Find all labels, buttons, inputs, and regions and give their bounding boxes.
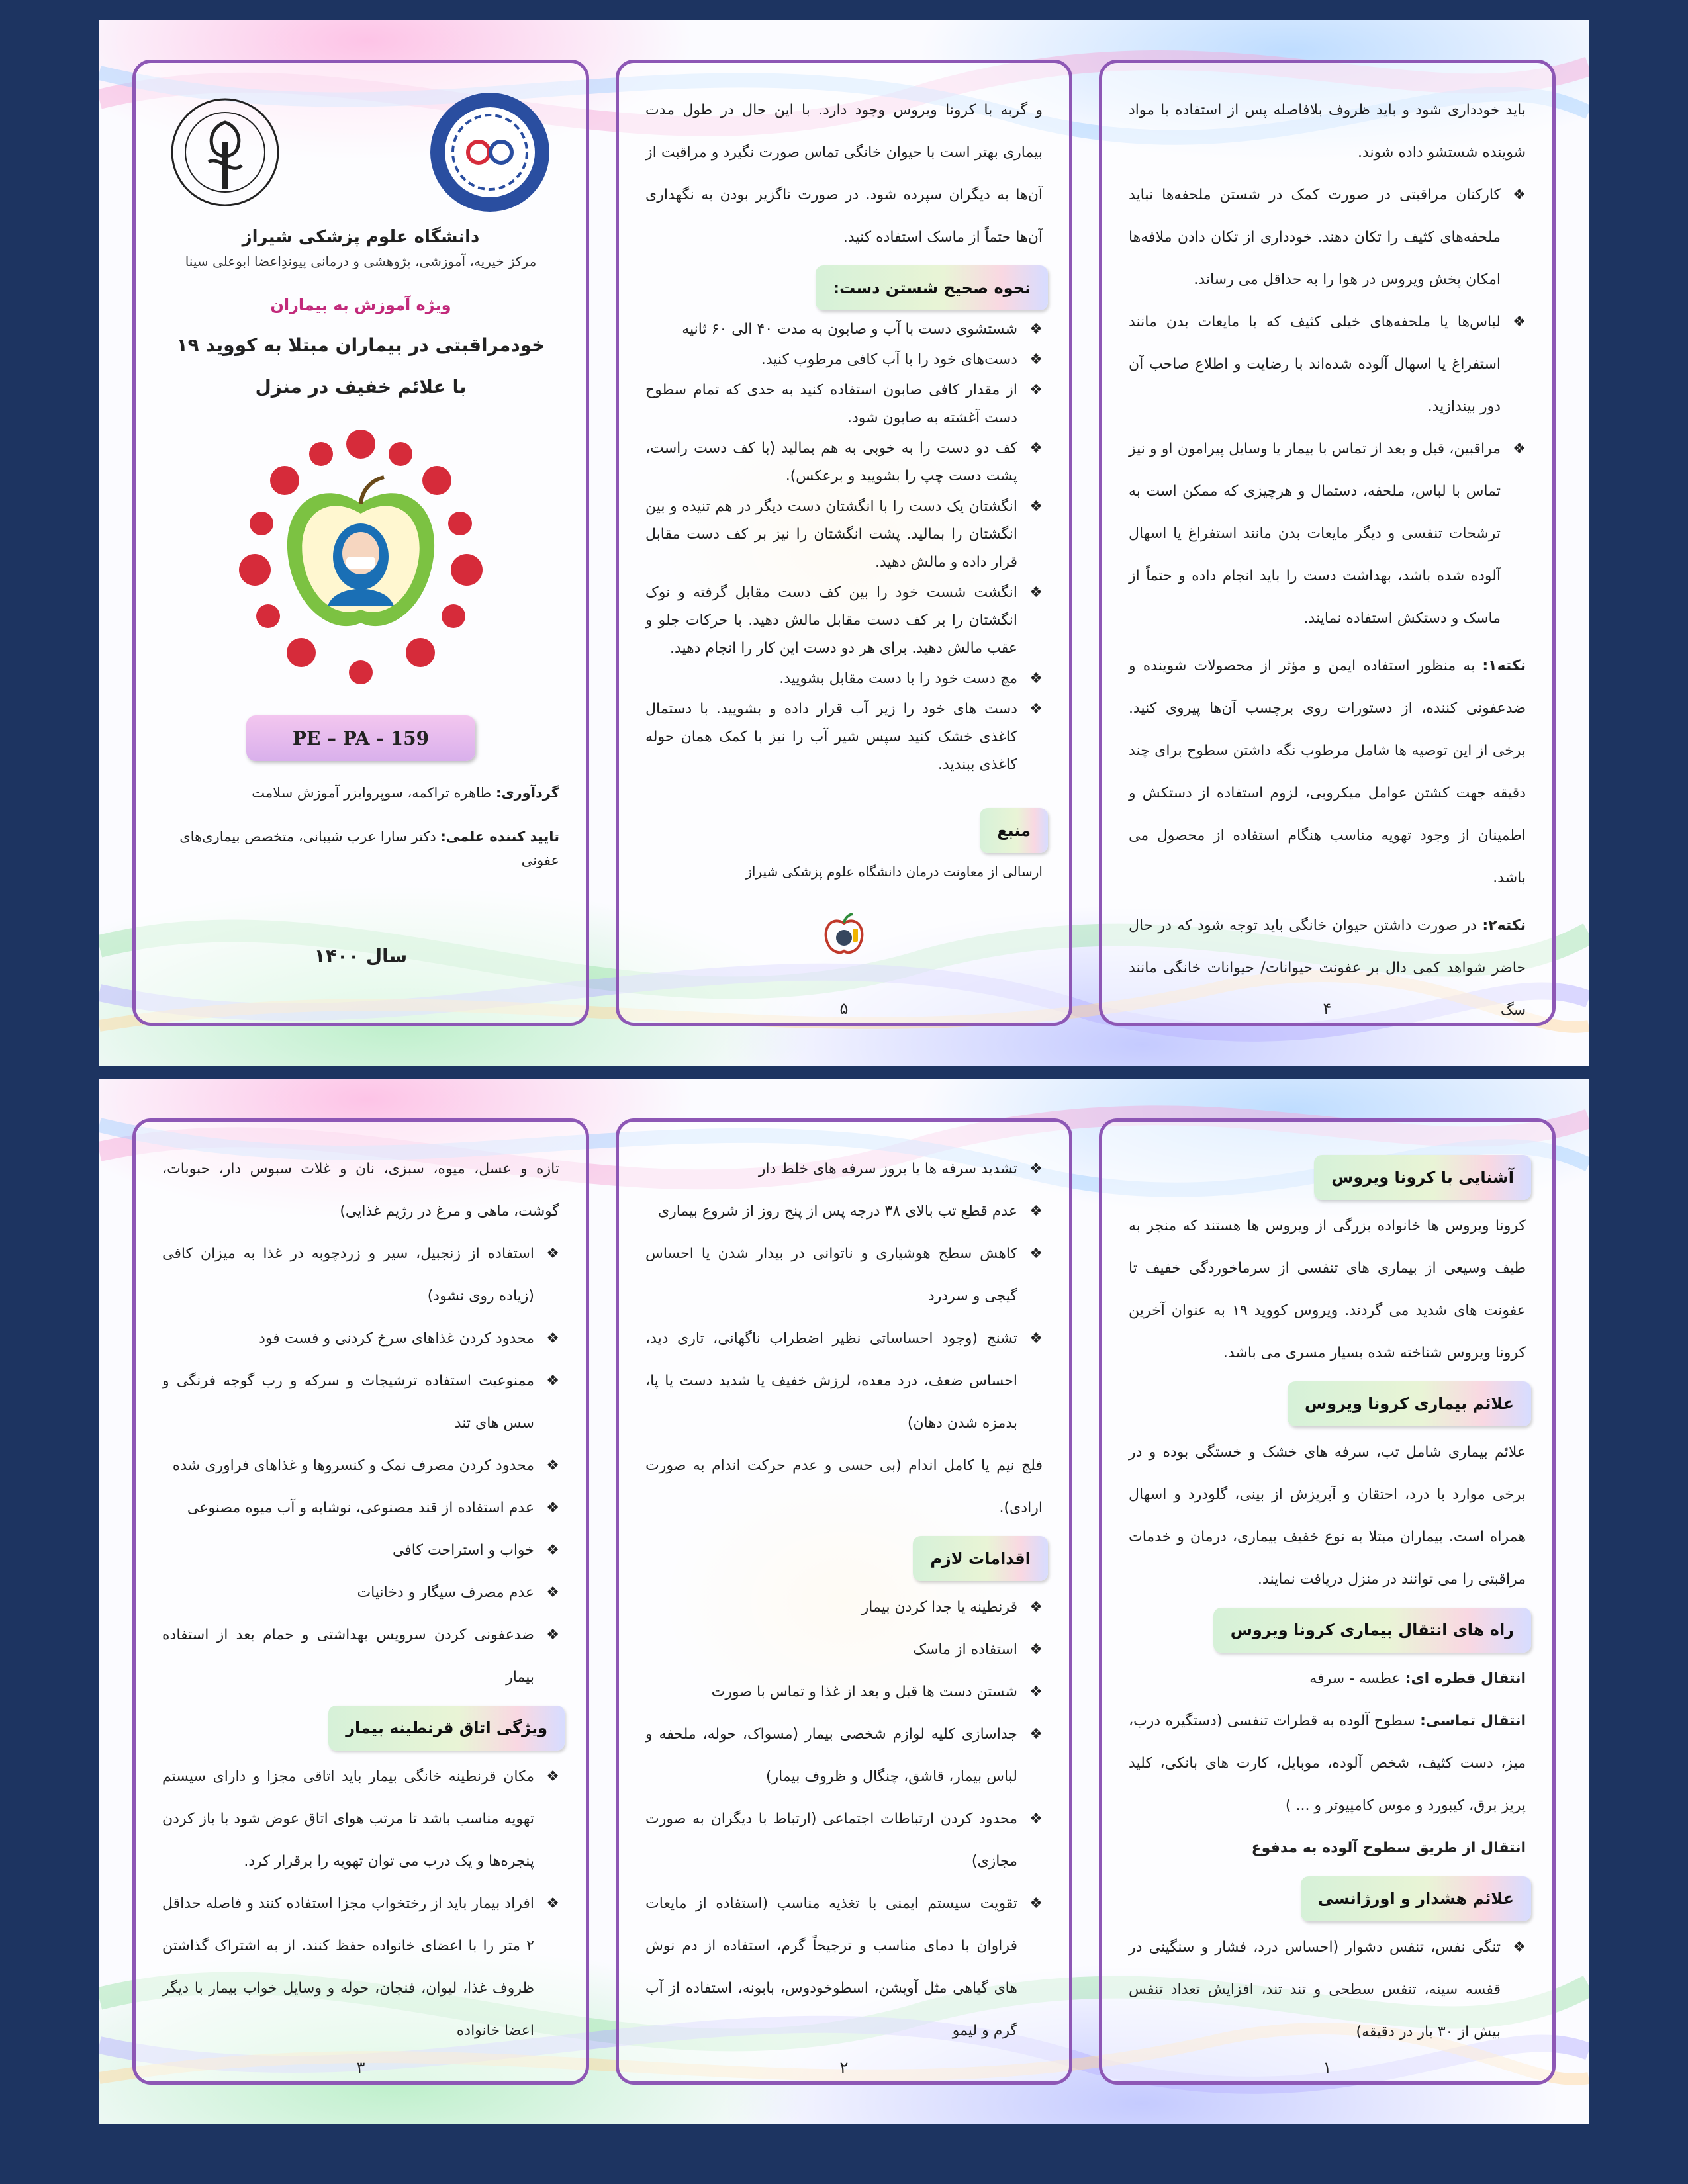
list-item: ❖ عدم استفاده از قند مصنوعی، نوشابه و آب میوه مصنوعی (162, 1487, 559, 1529)
list-item: ❖ کف دو دست را به خوبی به هم بمالید (با کف دست راست، پشت دست چپ را بشویید و برعکس). (645, 435, 1043, 490)
center-name: مرکز خیریه، آموزشی، پژوهشی و درمانی پیوندِاعضا ابوعلی سینا (185, 253, 537, 269)
list-item: ❖ ضدعفونی کردن سرویس بهداشتی و حمام بعد از استفاده بیمار (162, 1614, 559, 1699)
list-item: ❖ انگشتان یک دست را با انگشتان دست دیگر در هم تنیده و بین انگشتان را بمالید. پشت انگشتان را نیز بر کف دست مقابل قرار داده و مالش دهید. (645, 493, 1043, 576)
source-heading: منبع (980, 808, 1048, 853)
cover-title-line-2: با علائم خفیف در منزل (255, 376, 467, 398)
paralysis-text: فلج نیم یا کامل اندام (بی حسی و عدم حرکت اندام به صورت ارادی). (645, 1457, 1043, 1516)
list-item: ❖ محدود کردن مصرف نمک و کنسروها و غذاهای فراوری شده (162, 1445, 559, 1487)
list-item: ❖ شستن دست ها قبل و بعد از غذا و تماس با صورت (645, 1671, 1043, 1713)
intro-text: کرونا ویروس ها خانواده بزرگی از ویروس ها هستند که منجر به طیف وسیعی از بیماری های تنفسی از سرماخوردگی خفیف تا عفونت های شدید می گردند. ویروس کووید ١٩ به عنوان آخرین کرونا ویروس شناخته شده بسیار مسری می باشد. (1129, 1218, 1526, 1361)
list-item: ❖ تشنج (وجود احساساتی نظیر اضطراب ناگهانی، تاری دید، احساس ضعف، درد معده، لرزش خفیف یا شدید دست یا پا، بدمزه شدن دهان) (645, 1318, 1043, 1445)
hand-wash-heading: نحوه صحیح شستن دست: (816, 265, 1048, 310)
list-item: ❖ استفاده از زنجبیل، سیر و زردچوبه در غذا به میزان کافی (زیاده روی نشود) (162, 1233, 559, 1318)
p5-intro: و گربه با کرونا ویروس وجود دارد. با این حال در طول مدت بیماری بهتر است با حیوان خانگی تماس صورت نگیرد و مراقبت از آن‌ها به دیگران سپرده شود. در صورت ناگزیر بودن به نگهداری آن‌ها حتماً از ماسک استفاده کنید. (645, 102, 1043, 246)
hand-wash-list (645, 316, 1043, 779)
list-item: ❖ دست‌های خود را با آب کافی مرطوب کنید. (645, 346, 1043, 374)
panel-page-3 (132, 1118, 589, 2085)
university-seal-icon (169, 96, 281, 208)
room-list (162, 1756, 559, 2052)
page-number: ٣ (356, 2058, 365, 2077)
warning-list (1129, 1927, 1526, 2054)
actions-list (645, 1586, 1043, 2052)
transmission-heading: راه های انتقال بیماری کرونا ویروس (1213, 1608, 1531, 1653)
sheet-bottom (99, 1079, 1589, 2124)
page-number: ٢ (839, 2058, 849, 2077)
droplet-line (1129, 1658, 1526, 1700)
panel-page-5 (616, 60, 1072, 1026)
list-item: ❖ دست های خود را زیر آب قرار داده و بشویید. با دستمال کاغذی خشک کنید سپس شیر آب را نیز با کمک همان حوله کاغذی ببندید. (645, 696, 1043, 779)
list-item: ❖ خواب و استراحت کافی (162, 1529, 559, 1572)
panel-page-1 (1099, 1118, 1556, 2085)
cover-title-line-1: خودمراقبتی در بیماران مبتلا به کووید ١٩ (176, 334, 545, 356)
list-item: ❖ مراقبین، قبل و بعد از تماس با بیمار یا وسایل پیرامون او و نیز تماس با لباس، ملحفه، دستمال و هرچیزی که ممکن است به ترشحات تنفسی و دیگر مایعات بدن مانند استفراغ یا اسهال آلوده شده باشد، بهداشت دست را باید انجام داده و حتماً از ماسک و دستکش استفاده نمایند. (1129, 428, 1526, 640)
list-item: ❖ محدود کردن غذاهای سرخ کردنی و فست فود (162, 1318, 559, 1360)
room-heading: ویژگی اتاق قرنطینه بیمار (328, 1706, 565, 1751)
contact-text: سطوح آلوده به قطرات تنفسی (دستگیره درب، میز، دست کثیف، شخص آلوده، موبایل، کارت های بانکی، کلید پریز برق، کیبورد و موس کامپیوتر و ... ) (1129, 1713, 1526, 1814)
fecal-line: انتقال از طریق سطوح آلوده به مدفوع (1251, 1840, 1526, 1856)
warning-list-continued (645, 1148, 1043, 1445)
page-number: ۴ (1323, 999, 1332, 1018)
apple-logo-icon (821, 911, 867, 958)
approver-line (162, 825, 559, 872)
source-text: ارسالی از معاونت درمان دانشگاه علوم پزشکی شیراز (745, 864, 1043, 880)
list-item: ❖ تقویت سیستم ایمنی با تغذیه مناسب (استفاده از مایعات فراوان با دمای مناسب و ترجیحاً گرم، استفاده از دم نوش های گیاهی مثل آویشن، اسطوخودوس، بابونه، استفاده از آب گرم و لیمو (645, 1883, 1043, 2052)
note-1 (1129, 645, 1526, 899)
list-item: ❖ تنگی نفس، تنفس دشوار (احساس درد، فشار و سنگینی در قفسه سینه، تنفس سطحی و تند تند، افزایش تعداد تنفس بیش از ٣٠ بار در دقیقه) (1129, 1927, 1526, 2054)
list-item: ❖ قرنطینه یا جدا کردن بیمار (645, 1586, 1043, 1629)
sheet-top (99, 20, 1589, 1066)
page-number: ١ (1323, 2058, 1332, 2077)
page-number: ۵ (839, 999, 849, 1018)
p3-intro: تازه و عسل، میوه، سبزی، نان و غلات سبوس دار، حبوبات، گوشت، ماهی و مرغ در رژیم غذایی) (162, 1161, 559, 1220)
document-code: PE – PA - 159 (246, 715, 475, 761)
list-item: ❖ مکان قرنطینه خانگی بیمار باید اتاقی مجزا و دارای سیستم تهویه مناسب باشد تا مرتب هوای اتاق عوض شود با باز کردن پنجره‌ها و یک درب می توان تهویه را برقرار کرد. (162, 1756, 559, 1883)
list-item: ❖ تشدید سرفه ها یا بروز سرفه های خلط دار (645, 1148, 1043, 1191)
list-item: ❖ محدود کردن ارتباطات اجتماعی (ارتباط با دیگران به صورت مجازی) (645, 1798, 1043, 1883)
cover-logos (162, 89, 559, 215)
panel-page-2 (616, 1118, 1072, 2085)
approver-text: دکتر سارا عرب شیبانی، متخصص بیماری‌های عفونی (179, 829, 559, 868)
university-name: دانشگاه علوم پزشکی شیراز (242, 227, 480, 247)
symptoms-heading: علائم بیماری کرونا ویروس (1288, 1381, 1531, 1426)
p4-list (1129, 174, 1526, 640)
panel-page-4 (1099, 60, 1556, 1026)
note-1-label: نکته١: (1482, 658, 1526, 674)
compiler-line (162, 781, 559, 805)
compiler-text: طاهره تراکمه، سوپروایزر آموزش سلامت (252, 785, 492, 801)
approver-label: تایید کننده علمی: (440, 829, 559, 844)
nutrition-list (162, 1233, 559, 1699)
list-item: ❖ شستشوی دست با آب و صابون به مدت ۴٠ الی ۶٠ ثانیه (645, 316, 1043, 343)
droplet-text: عطسه - سرفه (1309, 1670, 1401, 1687)
list-item: ❖ کاهش سطح هوشیاری و ناتوانی در بیدار شدن یا احساس گیجی و سردرد (645, 1233, 1043, 1318)
warning-heading: علائم هشدار و اورژانسی (1301, 1876, 1531, 1921)
list-item: ❖ مچ دست خود را با دست مقابل بشویید. (645, 665, 1043, 693)
list-item: ❖ ممنوعیت استفاده ترشیجات و سرکه و رب گوجه فرنگی و سس های تند (162, 1360, 559, 1445)
list-item: ❖ عدم مصرف سیگار و دخانیات (162, 1572, 559, 1614)
list-item: ❖ افراد بیمار باید از رختخواب مجزا استفاده کنند و فاصله حداقل ٢ متر را با اعضای خانواده حفظ کنند. از به اشتراک گذاشتن ظروف غذا، لیوان، فنجان، حوله و وسایل خواب بیمار با دیگر اعضا خانواده (162, 1883, 559, 2052)
actions-heading: اقدامات لازم (913, 1536, 1048, 1581)
note-2-text: در صورت داشتن حیوان خانگی باید توجه شود که در حال حاضر شواهد کمی دال بر عفونت حیوانات/ حیوانات خانگی مانند سگ (1129, 917, 1526, 1019)
organ-transplant-logo-icon (427, 89, 553, 215)
contact-label: انتقال تماسی: (1420, 1713, 1526, 1729)
panel-cover (132, 60, 589, 1026)
list-item: ❖ از مقدار کافی صابون استفاده کنید به حدی که تمام سطوح دست آغشته به صابون شود. (645, 377, 1043, 432)
intro-heading: آشنایی با کرونا ویروس (1314, 1155, 1531, 1200)
p4-intro: باید خودداری شود و باید ظروف بلافاصله پس از استفاده با مواد شوینده شستشو داده شوند. (1129, 102, 1526, 161)
audience-label: ویژه آموزش به بیماران (270, 296, 451, 314)
compiler-label: گردآوری: (495, 785, 559, 801)
note-2-label: نکته٢: (1482, 917, 1526, 934)
list-item: ❖ کارکنان مراقبتی در صورت کمک در شستن ملحفه‌ها نباید ملحفه‌های کثیف را تکان دهند. خودداری از تکان دادن ملافه‌ها امکان پخش ویروس در هوا را به حداقل می رساند. (1129, 174, 1526, 301)
list-item: ❖ جداسازی کلیه لوازم شخصی بیمار (مسواک، حوله، ملحفه و لباس بیمار، قاشق، چنگال و ظروف بیمار) (645, 1713, 1043, 1798)
symptoms-text: علائم بیماری شامل تب، سرفه های خشک و خستگی بوده و در برخی موارد با درد، احتقان و آبریزش از بینی، گلودرد و اسهال همراه است. بیماران مبتلا به نوع خفیف بیماری، درمان و خدمات مراقبتی را می توانند در منزل دریافت نمایند. (1129, 1444, 1526, 1588)
list-item: ❖ لباس‌ها یا ملحفه‌های خیلی کثیف که با مایعات بدن مانند استفراغ یا اسهال آلوده شده‌اند با رضایت و اطلاع صاحب آن دور بیندازید. (1129, 301, 1526, 428)
list-item: ❖ انگشت شست خود را بین کف دست مقابل گرفته و نوک انگشتان را بر کف دست مقابل مالش دهید. با حرکات جلو و عقب مالش دهید. برای هر دو دست این کار را انجام دهید. (645, 579, 1043, 662)
contact-line (1129, 1700, 1526, 1827)
virus-apple-illustration-icon (222, 424, 500, 689)
note-1-text: به منظور استفاده ایمن و مؤثر از محصولات شوینده و ضدعفونی کننده، از دستورات روی برچسب آن‌ها پیروی کنید. برخی از این توصیه ها شامل مرطوب نگه داشتن سطوح برای چند دقیقه جهت کشتن عوامل میکروبی، لزوم استفاده از دستکش و اطمینان از وجود تهویه مناسب هنگام استفاده از محصول می باشد. (1129, 658, 1526, 886)
list-item: ❖ عدم قطع تب بالای ٣٨ درجه پس از پنج روز از شروع بیماری (645, 1191, 1043, 1233)
publication-year: سال ١۴٠٠ (314, 945, 408, 967)
droplet-label: انتقال قطره ای: (1405, 1670, 1526, 1687)
list-item: ❖ استفاده از ماسک (645, 1629, 1043, 1671)
